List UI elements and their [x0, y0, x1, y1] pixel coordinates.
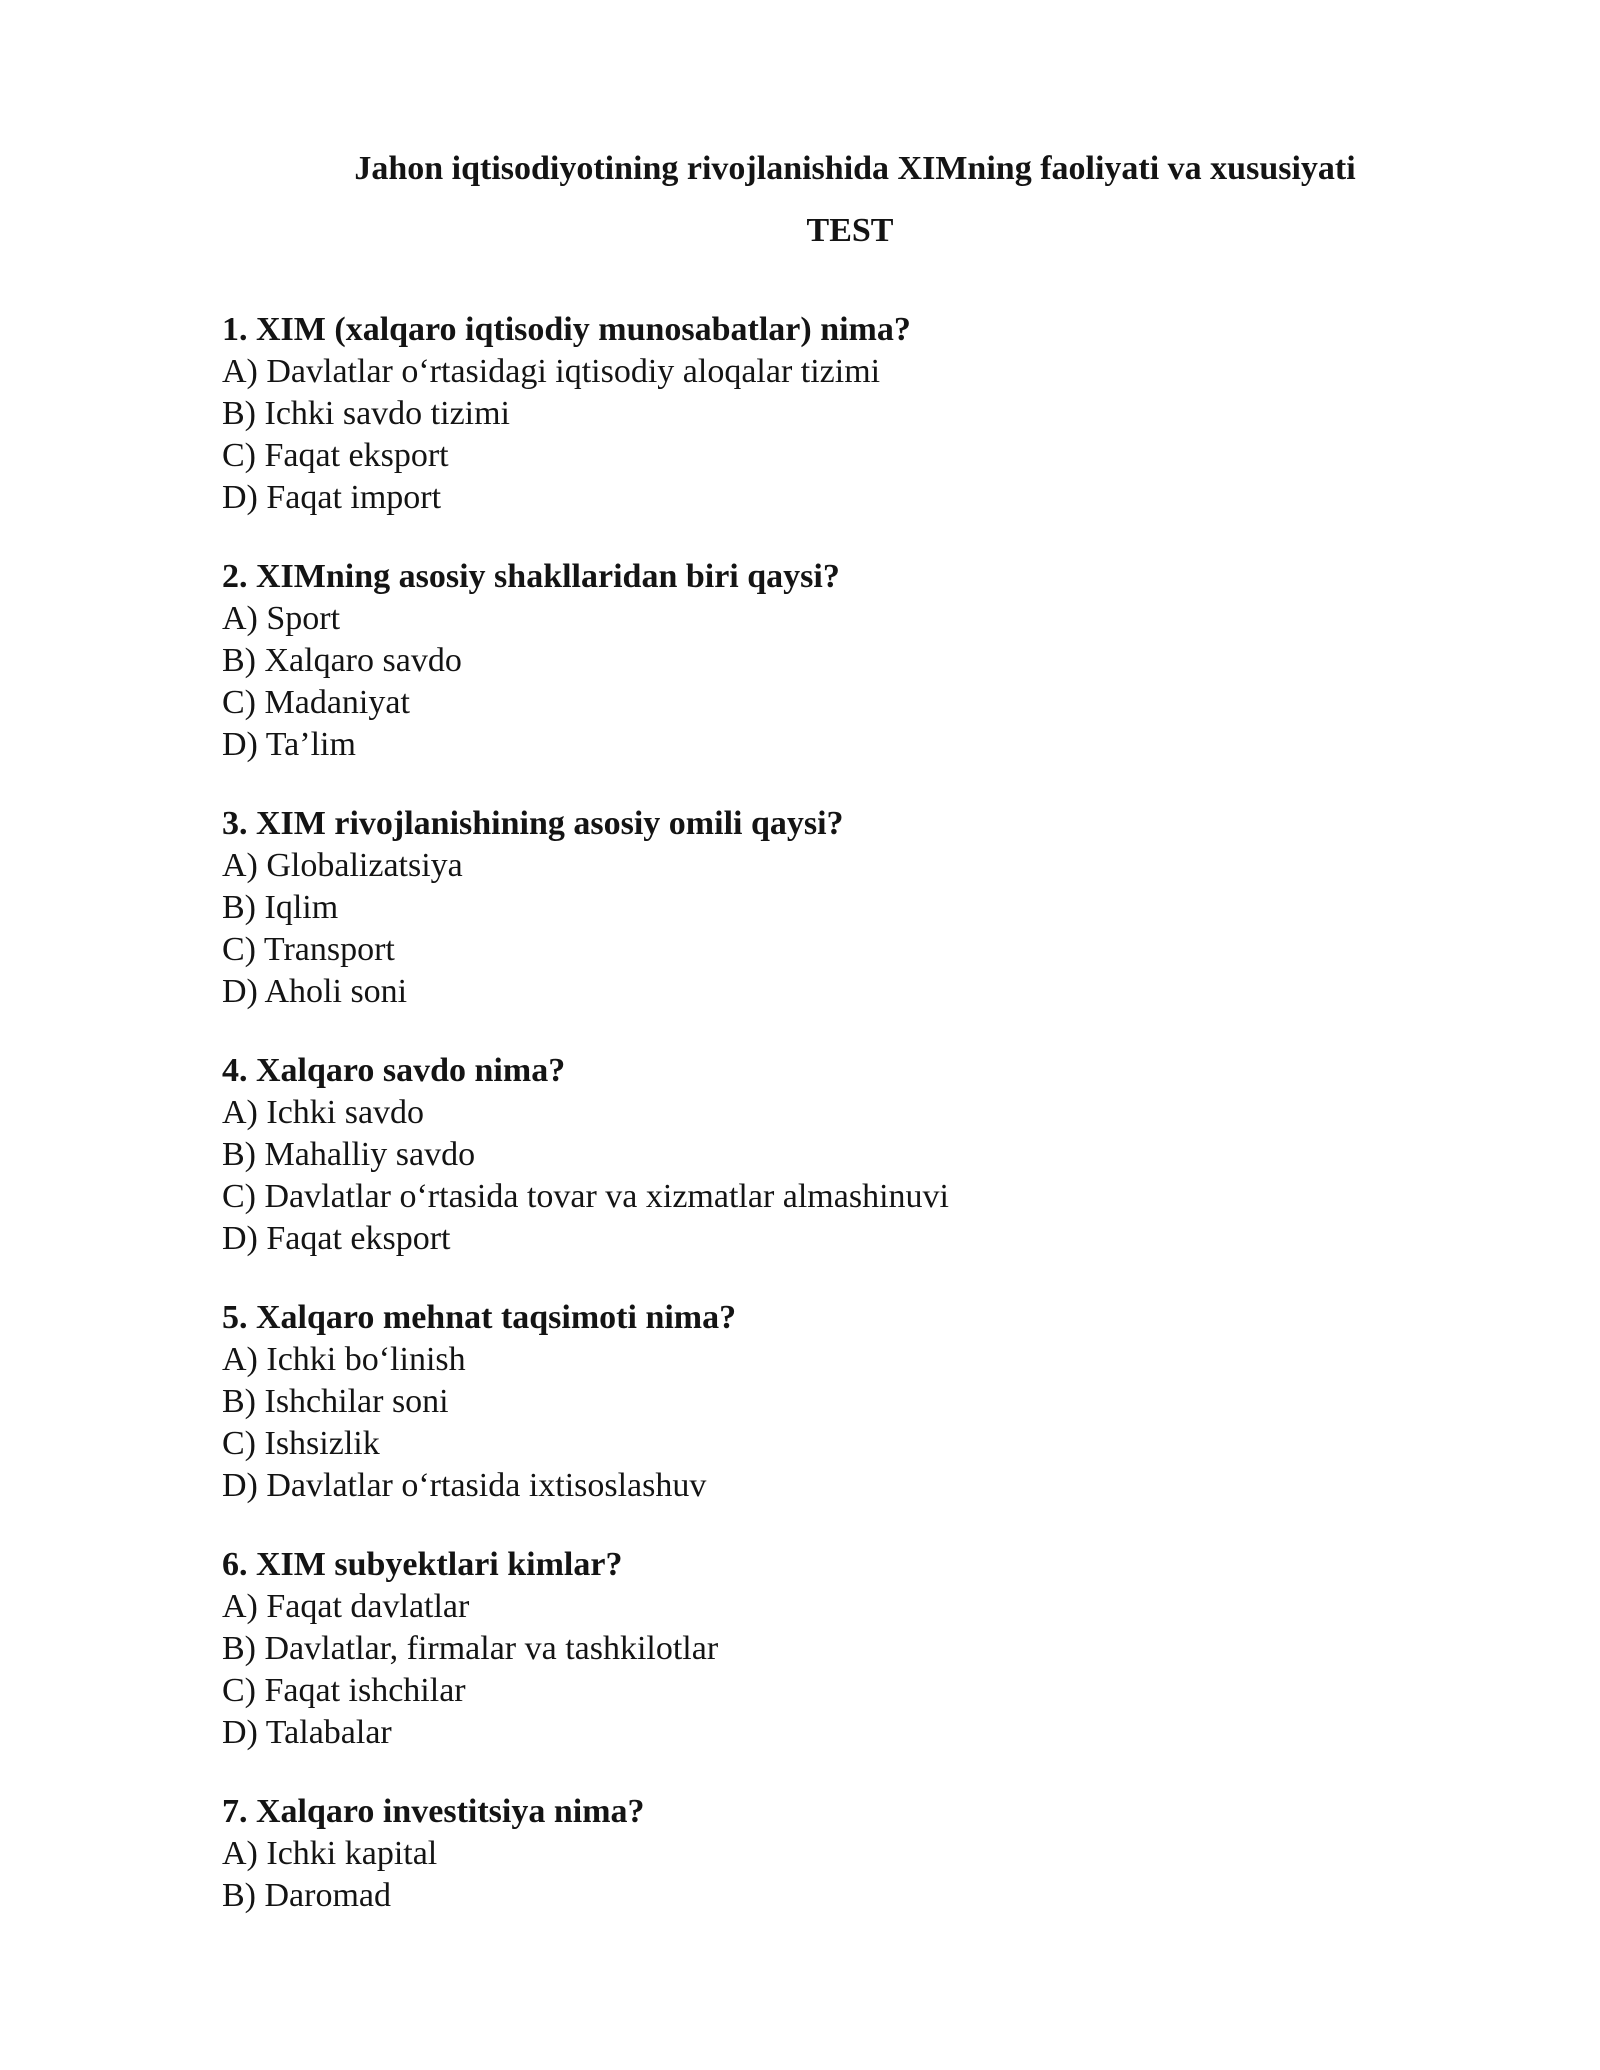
question-text: 3. XIM rivojlanishining asosiy omili qaysi? [222, 805, 844, 842]
option-d: D) Faqat eksport [222, 1220, 451, 1257]
option-d: D) Ta’lim [222, 726, 356, 763]
question-3 [222, 803, 1522, 1013]
option-b: B) Iqlim [222, 889, 339, 926]
question-7 [222, 1791, 1522, 1917]
document-title: Jahon iqtisodiyotining rivojlanishida XIMning faoliyati va xususiyati [354, 150, 1356, 187]
option-b: B) Ishchilar soni [222, 1383, 449, 1420]
question-6 [222, 1544, 1522, 1754]
option-c: C) Davlatlar o‘rtasida tovar va xizmatlar almashinuvi [222, 1178, 949, 1215]
option-b: B) Xalqaro savdo [222, 642, 462, 679]
document-subtitle: TEST [806, 212, 894, 249]
question-text: 7. Xalqaro investitsiya nima? [222, 1793, 645, 1830]
option-c: C) Faqat eksport [222, 437, 449, 474]
question-1 [222, 309, 1522, 519]
option-a: A) Faqat davlatlar [222, 1588, 470, 1625]
option-a: A) Davlatlar o‘rtasidagi iqtisodiy aloqalar tizimi [222, 353, 881, 390]
option-c: C) Ishsizlik [222, 1425, 380, 1462]
option-c: C) Transport [222, 931, 395, 968]
question-text: 1. XIM (xalqaro iqtisodiy munosabatlar) nima? [222, 311, 911, 348]
question-text: 2. XIMning asosiy shakllaridan biri qaysi? [222, 558, 840, 595]
option-c: C) Madaniyat [222, 684, 410, 721]
option-b: B) Mahalliy savdo [222, 1136, 476, 1173]
option-b: B) Davlatlar, firmalar va tashkilotlar [222, 1630, 719, 1667]
option-a: A) Ichki bo‘linish [222, 1341, 466, 1378]
option-b: B) Ichki savdo tizimi [222, 395, 511, 432]
option-d: D) Talabalar [222, 1714, 392, 1751]
option-d: D) Faqat import [222, 479, 442, 516]
question-text: 6. XIM subyektlari kimlar? [222, 1546, 623, 1583]
option-a: A) Ichki savdo [222, 1094, 425, 1131]
question-text: 5. Xalqaro mehnat taqsimoti nima? [222, 1299, 737, 1336]
option-b: B) Daromad [222, 1877, 392, 1914]
question-list [222, 309, 1522, 1954]
option-a: A) Globalizatsiya [222, 847, 463, 884]
option-a: A) Sport [222, 600, 341, 637]
question-5 [222, 1297, 1522, 1507]
option-d: D) Davlatlar o‘rtasida ixtisoslashuv [222, 1467, 707, 1504]
option-c: C) Faqat ishchilar [222, 1672, 466, 1709]
question-2 [222, 556, 1522, 766]
option-d: D) Aholi soni [222, 973, 408, 1010]
option-a: A) Ichki kapital [222, 1835, 438, 1872]
question-text: 4. Xalqaro savdo nima? [222, 1052, 566, 1089]
question-4 [222, 1050, 1522, 1260]
